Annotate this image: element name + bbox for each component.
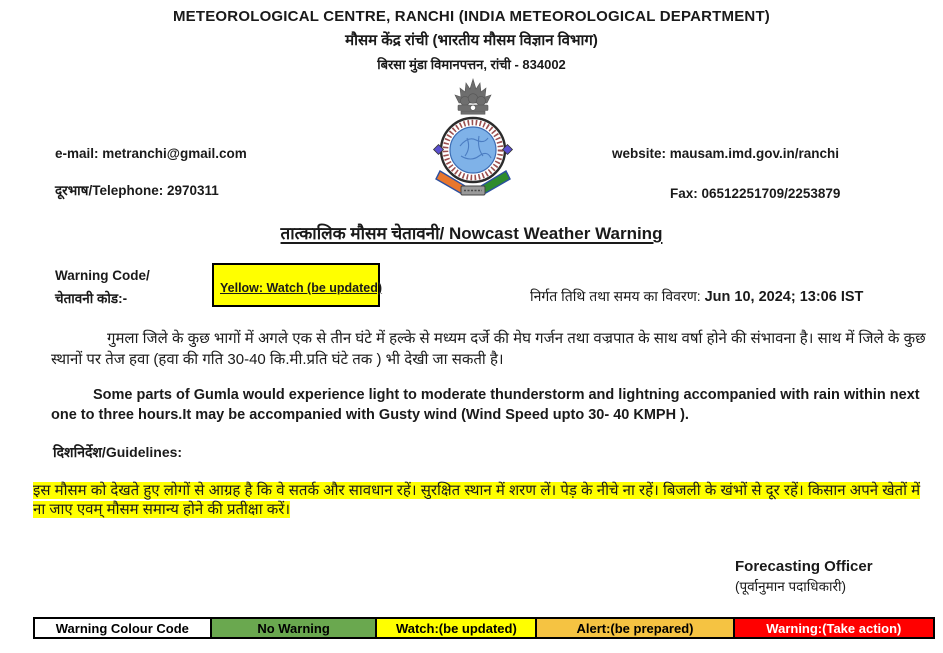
document-header	[0, 8, 943, 73]
document-title	[0, 221, 943, 244]
signature-title: Forecasting Officer	[735, 558, 873, 575]
ashoka-emblem-icon	[455, 79, 491, 114]
fax-line: Fax: 06512251709/2253879	[670, 186, 841, 201]
issue-datetime-value: Jun 10, 2024; 13:06 IST	[704, 289, 864, 305]
seal-ring-icon	[441, 118, 505, 182]
issue-datetime-label: निर्गत तिथि तथा समय का विवरण:	[530, 288, 701, 304]
warning-code-badge	[212, 263, 383, 307]
org-title-english: METEOROLOGICAL CENTRE, RANCHI (INDIA METEOROLOGICAL DEPARTMENT)	[172, 8, 771, 25]
warning-code-label-en: Warning Code/	[55, 268, 150, 283]
colour-code-cell-warning: Warning:(Take action)	[733, 619, 933, 637]
org-address: बिरसा मुंडा विमानपत्तन, रांची - 834002	[377, 57, 566, 72]
telephone-line: दूरभाष/Telephone: 2970311	[55, 183, 219, 198]
imd-logo	[427, 76, 519, 204]
website-line: website: mausam.imd.gov.in/ranchi	[612, 146, 840, 161]
signature-block	[735, 557, 873, 597]
signature-subtitle: (पूर्वानुमान पदाधिकारी)	[735, 579, 846, 594]
colour-code-cell-alert: Alert:(be prepared)	[535, 619, 732, 637]
guidelines-highlighted-text: इस मौसम को देखते हुए लोगों से आग्रह है कि वे सतर्क और सावधान रहें। सुरक्षित स्थान में शरण लें। पेड़ के नीचे ना रहें। बिजली के खंभों से दूर रहें। किसान अपने खेतों में ना जाए एवम् मौसम समान्य होने की प्रतीक्षा करें।	[33, 482, 921, 518]
globe-icon	[450, 127, 496, 173]
warning-code-label-hi: चेतावनी कोड:-	[55, 291, 128, 306]
warning-paragraph-hindi: गुमला जिले के कुछ भागों में अगले एक से तीन घंटे में हल्के से मध्यम दर्जे की मेघ गर्जन तथा वज्रपात के साथ वर्षा होने की संभावना है। साथ में जिले के कुछ स्थानों पर तेज हवा (हवा की गति 30-40 कि.मी.प्रति घंटे तक ) भी देखी जा सकती है।	[51, 330, 926, 368]
banner-icon	[461, 186, 485, 195]
email-line: e-mail: metranchi@gmail.com	[55, 146, 247, 161]
issue-datetime-line	[530, 287, 863, 306]
document-title-text: तात्कालिक मौसम चेतावनी/ Nowcast Weather Warning	[280, 224, 663, 243]
colour-code-cell-header: Warning Colour Code	[35, 619, 210, 637]
warning-code-label	[55, 264, 150, 310]
guidelines-label: दिशनिर्देश/Guidelines:	[53, 444, 183, 460]
guidelines-paragraph	[33, 481, 935, 519]
warning-code-value: Yellow: Watch (be updated)	[220, 281, 383, 295]
warning-colour-code-table	[33, 617, 935, 639]
warning-paragraph-english: Some parts of Gumla would experience light to moderate thunderstorm and lightning accompanied with rain within next one to three hours.It may be accompanied with Gusty wind (Wind Speed upto 30- 40 KMPH ).	[51, 387, 920, 423]
colour-code-cell-no-warning: No Warning	[210, 619, 376, 637]
colour-code-cell-watch: Watch:(be updated)	[375, 619, 535, 637]
org-title-hindi: मौसम केंद्र रांची (भारतीय मौसम विज्ञान विभाग)	[345, 32, 598, 49]
